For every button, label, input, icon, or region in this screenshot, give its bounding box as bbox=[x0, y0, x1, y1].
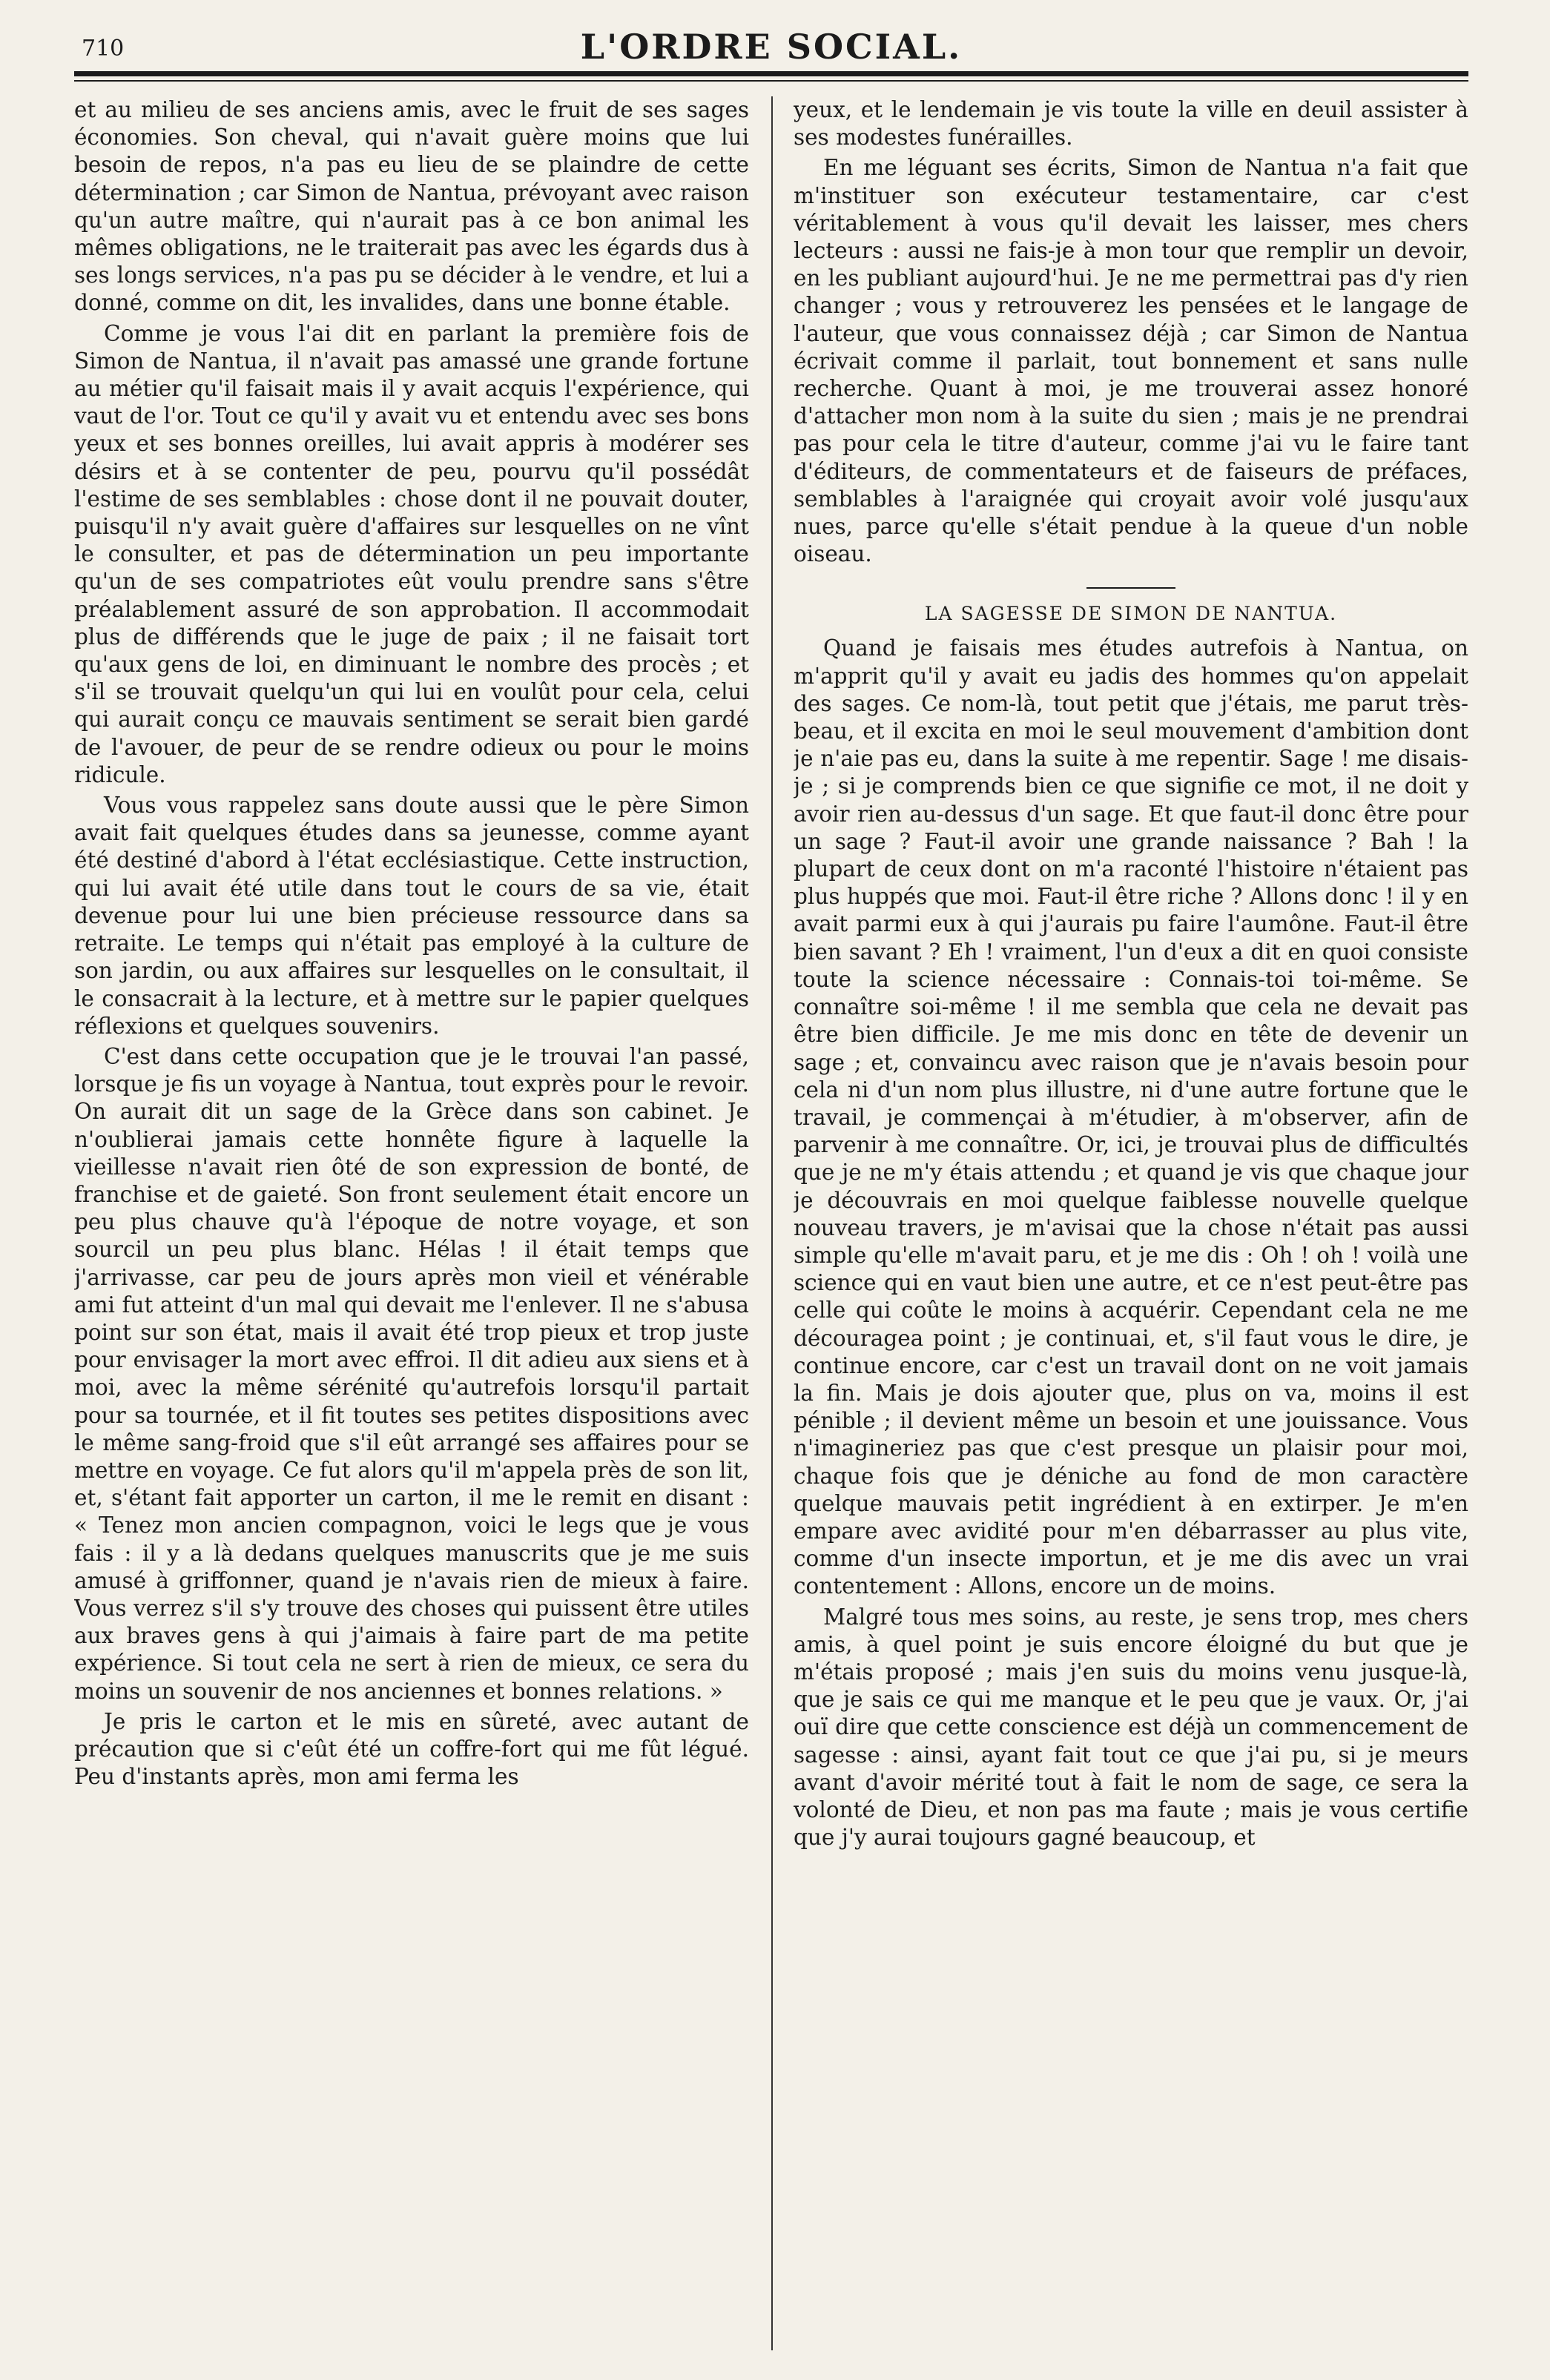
left-column bbox=[74, 96, 749, 2350]
text-columns bbox=[74, 96, 1468, 2350]
page-header bbox=[74, 22, 1468, 74]
section-divider bbox=[1086, 587, 1175, 589]
paragraph: Quand je faisais mes études autrefois à Nantua, on m'apprit qu'il y avait eu jadis des hommes qu'on appelait des sages. Ce nom-là, tout petit que j'étais, me parut très-beau, et il excita en moi le seul mouvement d'ambition dont je n'aie pas eu, dans la suite à me repentir. Sage ! me disais-je ; si je comprends bien ce que signifie ce mot, il ne doit y avoir rien au-dessus d'un sage. Et que faut-il donc être pour un sage ? Faut-il avoir une grande naissance ? Bah ! la plupart de ceux dont on m'a raconté l'histoire n'étaient pas plus huppés que moi. Faut-il être riche ? Allons donc ! il y en avait parmi eux à qui j'aurais pu faire l'aumône. Faut-il être bien savant ? Eh ! vraiment, l'un d'eux a dit en quoi consiste toute la science nécessaire : Connais-toi toi-même. Se connaître soi-même ! il me sembla que cela ne devait pas être bien difficile. Je me mis donc en tête de devenir un sage ; et, convaincu avec raison que je n'avais besoin pour cela ni d'un nom plus illustre, ni d'une autre fortune que le travail, je commençai à m'étudier, à m'observer, afin de parvenir à me connaître. Or, ici, je trouvai plus de difficultés que je ne m'y étais attendu ; et quand je vis que chaque jour je découvrais en moi quelque faiblesse nouvelle quelque nouveau travers, je m'avisai que la chose n'était pas aussi simple qu'elle m'avait paru, et je me dis : Oh ! oh ! voilà une science qui en vaut bien une autre, et ce n'est peut-être pas celle qui coûte le moins à acquérir. Cependant cela ne me découragea point ; je continuai, et, s'il faut vous le dire, je continue encore, car c'est un travail dont on ne voit jamais la fin. Mais je dois ajouter que, plus on va, moins il est pénible ; il devient même un besoin et une jouissance. Vous n'imagineriez pas que c'est presque un plaisir pour moi, chaque fois que je déniche au fond de mon caractère quelque mauvais petit ingrédient à en extirper. Je m'en empare avec avidité pour m'en débarrasser au plus vite, comme d'un insecte importun, et je me dis avec un vrai contentement : Allons, encore un de moins. bbox=[794, 635, 1468, 1599]
right-column bbox=[794, 96, 1468, 2350]
paragraph: Je pris le carton et le mis en sûreté, avec autant de précaution que si c'eût été un coffre-fort qui me fût légué. Peu d'instants après, mon ami ferma les bbox=[74, 1708, 749, 1790]
paragraph: Comme je vous l'ai dit en parlant la première fois de Simon de Nantua, il n'avait pas amassé une grande fortune au métier qu'il faisait mais il y avait acquis l'expérience, qui vaut de l'or. Tout ce qu'il y avait vu et entendu avec ses bons yeux et ses bonnes oreilles, lui avait appris à modérer ses désirs et à se contenter de peu, pourvu qu'il possédât l'estime de ses semblables : chose dont il ne pouvait douter, puisqu'il n'y avait guère d'affaires sur lesquelles on ne vînt le consulter, et pas de détermination un peu importante qu'un de ses compatriotes eût voulu prendre sans s'être préalablement assuré de son approbation. Il accommodait plus de différends que le juge de paix ; il ne faisait tort qu'aux gens de loi, en diminuant le nombre des procès ; et s'il se trouvait quelqu'un qui lui en voulût pour cela, celui qui aurait conçu ce mauvais sentiment se serait bien gardé de l'avouer, de peur de se rendre odieux ou pour le moins ridicule. bbox=[74, 320, 749, 787]
paragraph: C'est dans cette occupation que je le trouvai l'an passé, lorsque je fis un voyage à Nantua, tout exprès pour le revoir. On aurait dit un sage de la Grèce dans son cabinet. Je n'oublierai jamais cette honnête figure à laquelle la vieillesse n'avait rien ôté de son expression de bonté, de franchise et de gaieté. Son front seulement était encore un peu plus chauve qu'à l'époque de notre voyage, et son sourcil un peu plus blanc. Hélas ! il était temps que j'arrivasse, car peu de jours après mon vieil et vénérable ami fut atteint d'un mal qui devait me l'enlever. Il ne s'abusa point sur son état, mais il avait été trop pieux et trop juste pour envisager la mort avec effroi. Il dit adieu aux siens et à moi, avec la même sérénité qu'autrefois lorsqu'il partait pour sa tournée, et il fit toutes ses petites dispositions avec le même sang-froid que s'il eût arrangé ses affaires pour se mettre en voyage. Ce fut alors qu'il m'appela près de son lit, et, s'étant fait apporter un carton, il me le remit en disant : « Tenez mon ancien compagnon, voici le legs que je vous fais : il y a là dedans quelques manuscrits que je me suis amusé à griffonner, quand je n'avais rien de mieux à faire. Vous verrez s'il s'y trouve des choses qui puissent être utiles aux braves gens à qui j'aimais à faire part de ma petite expérience. Si tout cela ne sert à rien de mieux, ce sera du moins un souvenir de nos anciennes et bonnes relations. » bbox=[74, 1043, 749, 1704]
paragraph: Vous vous rappelez sans doute aussi que le père Simon avait fait quelques études dans sa jeunesse, comme ayant été destiné d'abord à l'état ecclésiastique. Cette instruction, qui lui avait été utile dans tout le cours de sa vie, était devenue pour lui une bien précieuse ressource dans sa retraite. Le temps qui n'était pas employé à la culture de son jardin, ou aux affaires sur lesquelles on le consultait, il le consacrait à la lecture, et à mettre sur le papier quelques réflexions et quelques souvenirs. bbox=[74, 793, 749, 1039]
header-rule-thick bbox=[74, 71, 1468, 76]
paragraph: yeux, et le lendemain je vis toute la ville en deuil assister à ses modestes funérailles. bbox=[794, 97, 1468, 151]
paragraph: Malgré tous mes soins, au reste, je sens trop, mes chers amis, à quel point je suis encore éloigné du but que je m'étais proposé ; mais j'en suis du moins venu jusque-là, que je sais ce qui me manque et le peu que je vaux. Or, j'ai ouï dire que cette conscience est déjà un commencement de sagesse : ainsi, ayant fait tout ce que j'ai pu, si je meurs avant d'avoir mérité tout à fait le nom de sage, ce sera la volonté de Dieu, et non pas ma faute ; mais je vous certifie que j'y aurai toujours gagné beaucoup, et bbox=[794, 1604, 1468, 1851]
header-rule-thin bbox=[74, 80, 1468, 82]
paragraph: et au milieu de ses anciens amis, avec le fruit de ses sages économies. Son cheval, qui n'avait guère moins que lui besoin de repos, n'a pas eu lieu de se plaindre de cette détermination ; car Simon de Nantua, prévoyant avec raison qu'un autre maître, qui n'aurait pas à ce bon animal les mêmes obligations, ne le traiterait pas avec les égards dus à ses longs services, n'a pas pu se décider à le vendre, et lui a donné, comme on dit, les invalides, dans une bonne étable. bbox=[74, 97, 749, 316]
page-number: 710 bbox=[82, 36, 125, 62]
journal-title: L'ORDRE SOCIAL. bbox=[580, 27, 963, 67]
section-title: LA SAGESSE DE SIMON DE NANTUA. bbox=[924, 603, 1338, 625]
paragraph: En me léguant ses écrits, Simon de Nantua n'a fait que m'instituer son exécuteur testamentaire, car c'est véritablement à vous qu'il devait les laisser, mes chers lecteurs : aussi ne fais-je à mon tour que remplir un devoir, en les publiant aujourd'hui. Je ne me permettrai pas d'y rien changer ; vous y retrouverez les pensées et le langage de l'auteur, que vous connaissez déjà ; car Simon de Nantua écrivait comme il parlait, tout bonnement et sans nulle recherche. Quant à moi, je me trouverai assez honoré d'attacher mon nom à la suite du sien ; mais je ne prendrai pas pour cela le titre d'auteur, comme j'ai vu le faire tant d'éditeurs, de commentateurs et de faiseurs de préfaces, semblables à l'araignée qui croyait avoir volé jusqu'aux nues, parce qu'elle s'était pendue à la queue d'un noble oiseau. bbox=[794, 155, 1468, 567]
column-divider bbox=[771, 96, 773, 2350]
newspaper-page bbox=[74, 22, 1468, 2358]
